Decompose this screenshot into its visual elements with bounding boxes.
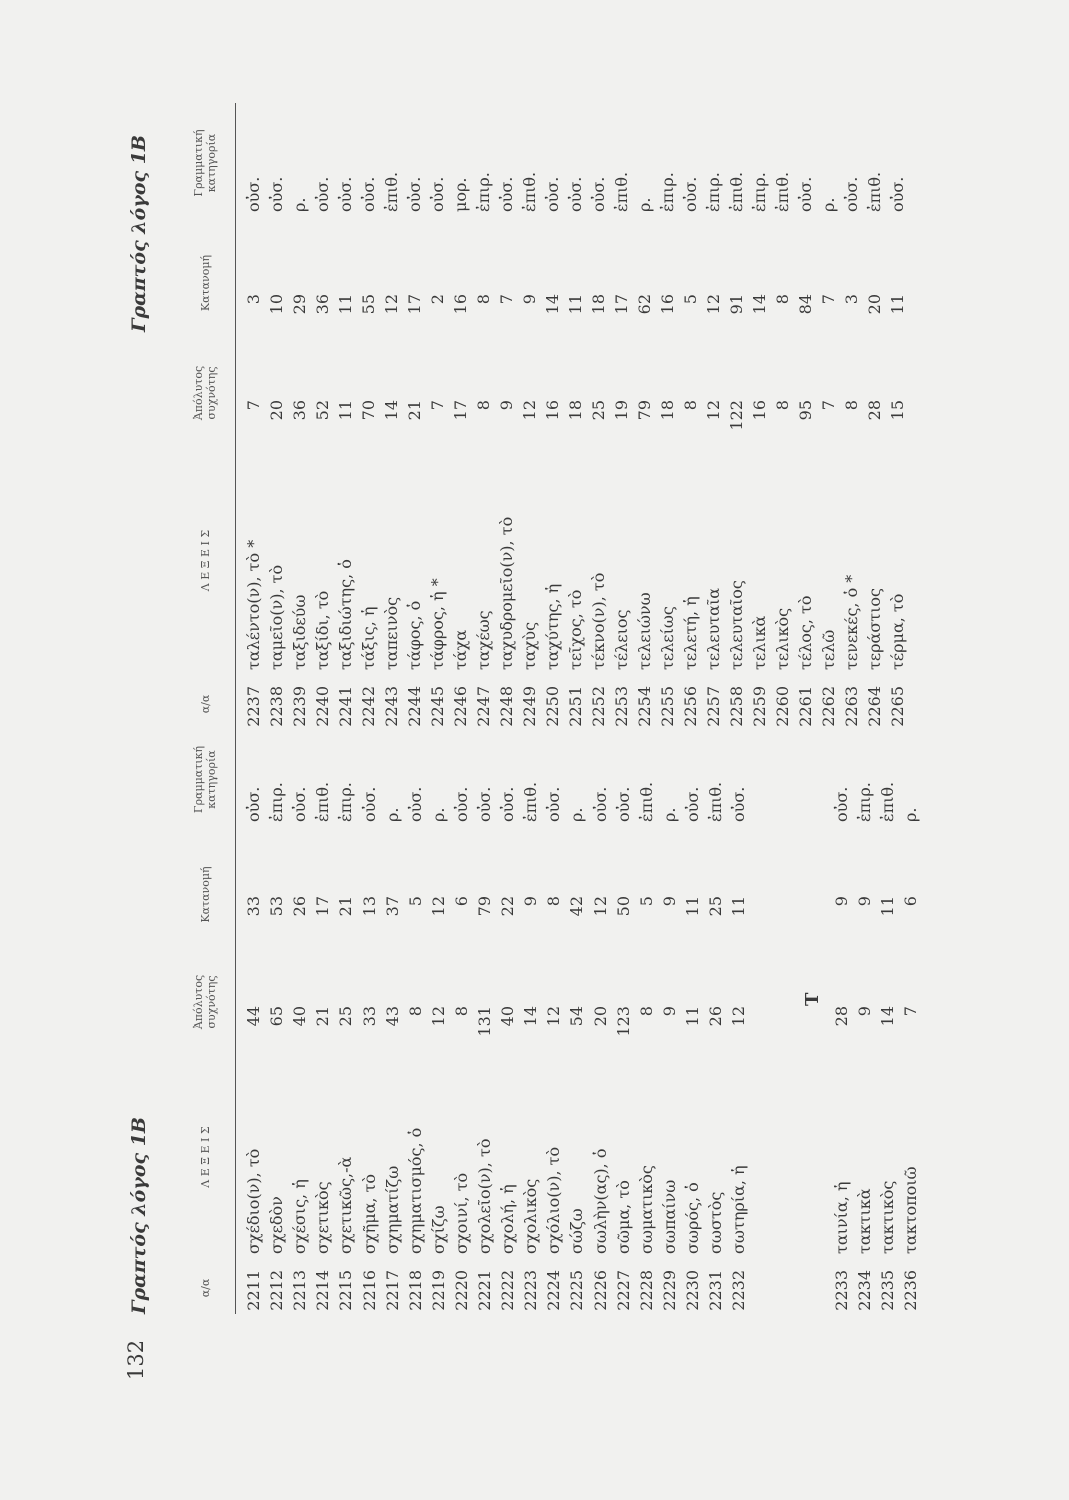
entry-number: 2239 <box>290 686 309 727</box>
entry-word: τάφος, ὁ <box>405 600 424 670</box>
entry-frequency: 9 <box>497 400 516 411</box>
entry-distribution: 17 <box>612 294 631 315</box>
entry-distribution: 22 <box>498 896 518 917</box>
entry-number: 2223 <box>521 1270 541 1311</box>
entry-number: 2260 <box>773 686 792 727</box>
entry-category: οὐσ. <box>313 176 332 212</box>
entry-distribution: 8 <box>773 294 792 305</box>
entry-distribution: 84 <box>796 294 815 315</box>
entry-word: σχοινί, τὸ <box>451 1172 471 1254</box>
entry-number: 2253 <box>612 686 631 727</box>
entry-category: οὐσ. <box>475 786 494 822</box>
entry-distribution: 21 <box>336 896 356 917</box>
entry-word: ταξιδιώτης, ὁ <box>336 559 355 670</box>
entry-category: ἐπιθ. <box>727 171 746 212</box>
entry-word: σωπαίνω <box>659 1179 679 1254</box>
header-aa: α/α <box>198 1278 212 1298</box>
entry-word: ταχύτης, ἡ <box>543 583 562 670</box>
entry-distribution: 50 <box>613 896 633 917</box>
entry-frequency: 7 <box>428 400 447 411</box>
entry-word: σχέσις, ἡ <box>290 1179 310 1254</box>
entry-frequency: 12 <box>544 1006 564 1027</box>
entry-category: οὐσ. <box>336 176 355 212</box>
entry-word: σχολικὸς <box>521 1178 541 1254</box>
entry-word: σχεδὸν <box>267 1196 287 1254</box>
entry-frequency: 95 <box>796 400 815 421</box>
entry-category: ρ. <box>428 807 448 822</box>
entry-frequency: 25 <box>589 400 608 421</box>
entry-number: 2241 <box>336 686 355 727</box>
entry-word: τέλειος <box>612 609 631 670</box>
entry-number: 2224 <box>544 1270 564 1311</box>
entry-category: οὐσ. <box>451 786 471 822</box>
entry-number: 2257 <box>704 686 723 727</box>
entry-distribution: 12 <box>590 896 610 917</box>
entry-word: ταχυδρομεῖο(ν), τὸ <box>497 516 516 670</box>
entry-word: ταχὺς <box>520 621 539 670</box>
entry-distribution: 5 <box>681 294 700 305</box>
entry-distribution: 8 <box>474 294 493 305</box>
entry-word: τεῖχος, τὸ <box>566 589 585 670</box>
entry-number: 2250 <box>543 686 562 727</box>
entry-distribution: 3 <box>842 294 861 305</box>
entry-word: τακτικὰ <box>855 1188 875 1254</box>
entry-frequency: 20 <box>267 400 286 421</box>
entry-frequency: 19 <box>612 400 631 421</box>
entry-number: 2235 <box>878 1270 898 1311</box>
entry-frequency: 28 <box>865 400 884 421</box>
entry-distribution: 9 <box>832 896 851 907</box>
entry-frequency: 9 <box>659 1006 679 1017</box>
entry-category: οὐσ. <box>290 786 310 822</box>
entry-category: οὐσ. <box>589 176 608 212</box>
entry-number: 2216 <box>359 1270 379 1311</box>
entry-number: 2254 <box>635 686 654 727</box>
entry-word: σώζω <box>567 1208 587 1254</box>
entry-distribution: 37 <box>382 896 402 917</box>
entry-number: 2225 <box>567 1270 587 1311</box>
entry-category: οὐσ. <box>832 786 851 822</box>
entry-category: ρ. <box>567 807 587 822</box>
entry-category: οὐσ. <box>543 176 562 212</box>
entry-category: οὐσ. <box>888 176 907 212</box>
entry-frequency: 7 <box>819 400 838 411</box>
entry-word: τάξις, ἡ <box>359 606 378 670</box>
entry-frequency: 11 <box>682 1006 702 1027</box>
entry-word: σχετικὸς <box>313 1181 333 1254</box>
header-frequency: Ἀπόλυτος συχνότης <box>192 974 218 1030</box>
entry-word: τελείως <box>658 606 677 670</box>
entry-distribution: 7 <box>497 294 516 305</box>
entry-category: ἐπιρ. <box>855 782 875 822</box>
entry-frequency: 21 <box>313 1006 333 1027</box>
entry-distribution: 17 <box>405 294 424 315</box>
entry-word: σχηματίζω <box>382 1165 402 1254</box>
entry-word: τάχα <box>451 629 470 670</box>
entry-category: ρ. <box>901 807 921 822</box>
entry-number: 2258 <box>727 686 746 727</box>
entry-number: 2214 <box>313 1270 333 1311</box>
entry-category: οὐσ. <box>498 786 518 822</box>
header-aa: α/α <box>198 694 212 714</box>
entry-number: 2212 <box>267 1270 287 1311</box>
entry-number: 2238 <box>267 686 286 727</box>
entry-distribution: 9 <box>520 294 539 305</box>
entry-frequency: 8 <box>842 400 861 411</box>
entry-frequency: 12 <box>428 1006 448 1027</box>
entry-frequency: 8 <box>636 1006 656 1017</box>
entry-distribution: 11 <box>336 294 355 315</box>
entry-frequency: 14 <box>521 1006 541 1027</box>
page-number: 132 <box>124 1339 148 1380</box>
entry-category: ἐπιρ. <box>704 172 723 212</box>
entry-frequency: 20 <box>590 1006 610 1027</box>
entry-distribution: 14 <box>750 294 769 315</box>
entry-distribution: 42 <box>567 896 587 917</box>
entry-word: σχολή, ἡ <box>498 1184 518 1254</box>
entry-distribution: 13 <box>359 896 379 917</box>
entry-frequency: 131 <box>475 1006 494 1037</box>
entry-word: σχηματισμός, ὁ <box>405 1127 425 1254</box>
entry-number: 2247 <box>474 686 493 727</box>
entry-frequency: 8 <box>474 400 493 411</box>
entry-category: οὐσ. <box>566 176 585 212</box>
entry-frequency: 40 <box>290 1006 310 1027</box>
entry-category: οὐσ. <box>244 786 263 822</box>
entry-frequency: 8 <box>451 1006 471 1017</box>
entry-category: οὐσ. <box>544 786 564 822</box>
entry-frequency: 26 <box>706 1006 725 1027</box>
entry-distribution: 7 <box>819 294 838 305</box>
header-frequency: Ἀπόλυτος συχνότης <box>192 365 218 421</box>
entry-distribution: 79 <box>475 896 494 917</box>
entry-distribution: 5 <box>636 896 656 907</box>
entry-number: 2255 <box>658 686 677 727</box>
entry-frequency: 79 <box>635 400 654 421</box>
entry-number: 2246 <box>451 686 470 727</box>
entry-distribution: 9 <box>855 896 875 907</box>
entry-frequency: 122 <box>727 400 746 431</box>
entry-category: ἐπιθ. <box>313 781 333 822</box>
entry-word: τελῶ <box>819 629 838 670</box>
entry-number: 2259 <box>750 686 769 727</box>
entry-distribution: 29 <box>290 294 309 315</box>
entry-distribution: 11 <box>888 294 907 315</box>
entry-frequency: 14 <box>382 400 401 421</box>
entry-number: 2217 <box>382 1270 402 1311</box>
entry-category: ἐπιρ. <box>474 172 493 212</box>
entry-number: 2244 <box>405 686 424 727</box>
entry-number: 2213 <box>290 1270 310 1311</box>
entry-frequency: 8 <box>405 1006 425 1017</box>
entry-category: ἐπιθ. <box>521 781 541 822</box>
entry-frequency: 11 <box>336 400 355 421</box>
entry-frequency: 65 <box>267 1006 287 1027</box>
entry-number: 2219 <box>428 1270 448 1311</box>
entry-distribution: 20 <box>865 294 884 315</box>
entry-distribution: 53 <box>267 896 287 917</box>
entry-category: ἐπιθ. <box>382 171 401 212</box>
entry-category: ἐπιθ. <box>865 171 884 212</box>
entry-category: οὐσ. <box>681 176 700 212</box>
entry-number: 2230 <box>682 1270 702 1311</box>
entry-number: 2228 <box>636 1270 656 1311</box>
entry-frequency: 25 <box>336 1006 356 1027</box>
entry-number: 2222 <box>498 1270 518 1311</box>
entry-category: ἐπιθ. <box>878 781 898 822</box>
entry-word: σχίζω <box>428 1205 448 1254</box>
entry-distribution: 16 <box>451 294 470 315</box>
entry-number: 2261 <box>796 686 815 727</box>
header-distribution: Κατανομή <box>198 866 212 923</box>
entry-frequency: 16 <box>543 400 562 421</box>
entry-frequency: 15 <box>888 400 907 421</box>
entry-word: τελευταῖος <box>727 580 746 670</box>
entry-category: ἐπιθ. <box>636 781 656 822</box>
entry-frequency: 12 <box>704 400 723 421</box>
entry-frequency: 40 <box>498 1006 518 1027</box>
entry-word: σχετικῶς,-ὰ <box>336 1156 356 1254</box>
entry-distribution: 33 <box>244 896 263 917</box>
entry-number: 2218 <box>405 1270 425 1311</box>
entry-category: οὐσ. <box>405 176 424 212</box>
entry-frequency: 54 <box>567 1006 587 1027</box>
entry-frequency: 17 <box>451 400 470 421</box>
entry-word: τελικὰ <box>750 615 769 670</box>
entry-category: ἐπιθ. <box>612 171 631 212</box>
entry-category: οὐσ. <box>359 786 379 822</box>
entry-number: 2215 <box>336 1270 356 1311</box>
entry-word: σωματικὸς <box>636 1165 656 1254</box>
entry-category: ρ. <box>382 807 402 822</box>
entry-word: τακτοποιῶ <box>901 1166 921 1254</box>
header-distribution: Κατανομή <box>198 254 212 312</box>
header-rule <box>235 722 236 1314</box>
entry-category: οὐσ. <box>497 176 516 212</box>
entry-word: τέκνο(ν), τὸ <box>589 572 608 670</box>
entry-word: ταμεῖο(ν), τὸ <box>267 564 286 670</box>
entry-distribution: 2 <box>428 294 447 305</box>
entry-distribution: 11 <box>566 294 585 315</box>
entry-frequency: 70 <box>359 400 378 421</box>
entry-number: 2252 <box>589 686 608 727</box>
entry-number: 2226 <box>590 1270 610 1311</box>
entry-distribution: 5 <box>405 896 425 907</box>
entry-number: 2248 <box>497 686 516 727</box>
entry-frequency: 7 <box>901 1006 921 1017</box>
entry-category: οὐσ. <box>359 176 378 212</box>
entry-distribution: 11 <box>729 896 749 917</box>
entry-category: οὐσ. <box>796 176 815 212</box>
entry-number: 2232 <box>729 1270 749 1311</box>
entry-number: 2265 <box>888 686 907 727</box>
entry-frequency: 33 <box>359 1006 379 1027</box>
entry-word: τενεκές, ὁ * <box>842 574 861 670</box>
entry-word: ταξίδι, τὸ <box>313 590 332 670</box>
entry-word: τακτικὸς <box>878 1180 898 1254</box>
entry-frequency: 12 <box>729 1006 749 1027</box>
entry-word: σωρός, ὁ <box>682 1182 702 1254</box>
entry-distribution: 12 <box>382 294 401 315</box>
entry-word: ταχέως <box>474 610 493 670</box>
entry-category: οὐσ. <box>682 786 702 822</box>
entry-category: ἐπιρ. <box>750 172 769 212</box>
entry-distribution: 25 <box>706 896 725 917</box>
entry-category: ρ. <box>290 197 309 212</box>
entry-category: ἐπιρ. <box>658 172 677 212</box>
entry-distribution: 17 <box>313 896 333 917</box>
entry-category: ἐπιρ. <box>267 782 287 822</box>
entry-word: σχολεῖο(ν), τὸ <box>475 1138 494 1254</box>
entry-frequency: 21 <box>405 400 424 421</box>
running-head-right: Γραπτός λόγος 1Β <box>128 135 150 332</box>
entry-distribution: 6 <box>901 896 921 907</box>
entry-word: τελικὸς <box>773 607 792 670</box>
entry-number: 2236 <box>901 1270 921 1311</box>
entry-category: ἐπιθ. <box>706 781 725 822</box>
entry-word: ταλέντο(ν), τὸ * <box>244 539 263 670</box>
header-category: Γραμματική κατηγορία <box>192 745 218 814</box>
entry-category: οὐσ. <box>244 176 263 212</box>
entry-category: οὐσ. <box>428 176 447 212</box>
entry-number: 2234 <box>855 1270 875 1311</box>
entry-distribution: 9 <box>521 896 541 907</box>
entry-category: οὐσ. <box>842 176 861 212</box>
entry-frequency: 36 <box>290 400 309 421</box>
entry-frequency: 18 <box>566 400 585 421</box>
entry-word: τέρμα, τὸ <box>888 593 907 670</box>
entry-frequency: 9 <box>855 1006 875 1017</box>
entry-distribution: 12 <box>428 896 448 917</box>
entry-frequency: 8 <box>681 400 700 411</box>
entry-word: σῶμα, τὸ <box>613 1180 633 1254</box>
entry-number: 2263 <box>842 686 861 727</box>
entry-number: 2245 <box>428 686 447 727</box>
entry-number: 2240 <box>313 686 332 727</box>
entry-category: μορ. <box>451 177 470 212</box>
entry-frequency: 43 <box>382 1006 402 1027</box>
entry-number: 2262 <box>819 686 838 727</box>
entry-number: 2264 <box>865 686 884 727</box>
entry-word: τελευταῖα <box>704 587 723 670</box>
header-rule <box>235 103 236 730</box>
entry-category: οὐσ. <box>267 176 286 212</box>
entry-category: ἐπιθ. <box>773 171 792 212</box>
entry-word: ταινία, ἡ <box>832 1181 851 1254</box>
entry-distribution: 10 <box>267 294 286 315</box>
entry-category: οὐσ. <box>590 786 610 822</box>
entry-frequency: 18 <box>658 400 677 421</box>
entry-word: σωστὸς <box>706 1191 725 1254</box>
entry-distribution: 11 <box>682 896 702 917</box>
entry-category: ρ. <box>659 807 679 822</box>
entry-distribution: 12 <box>704 294 723 315</box>
section-letter: Τ <box>802 992 823 1006</box>
running-head-left: Γραπτός λόγος 1Β <box>128 1117 150 1314</box>
entry-word: σωλὴν(ας), ὁ <box>590 1148 610 1254</box>
entry-word: τελετή, ἡ <box>681 596 700 670</box>
entry-category: οὐσ. <box>729 786 749 822</box>
entry-word: σχόλιο(ν), τὸ <box>544 1146 564 1254</box>
entry-word: τεράστιος <box>865 588 884 670</box>
entry-frequency: 16 <box>750 400 769 421</box>
entry-distribution: 9 <box>659 896 679 907</box>
entry-frequency: 52 <box>313 400 332 421</box>
entry-number: 2249 <box>520 686 539 727</box>
entry-category: οὐσ. <box>613 786 633 822</box>
entry-number: 2220 <box>451 1270 471 1311</box>
entry-word: σχῆμα, τὸ <box>359 1173 379 1254</box>
entry-number: 2251 <box>566 686 585 727</box>
entry-number: 2229 <box>659 1270 679 1311</box>
entry-distribution: 11 <box>878 896 898 917</box>
entry-frequency: 123 <box>613 1006 633 1037</box>
entry-frequency: 14 <box>878 1006 898 1027</box>
entry-word: τελειώνω <box>635 592 654 670</box>
entry-word: τάφρος, ἡ * <box>428 578 447 670</box>
entry-frequency: 12 <box>520 400 539 421</box>
entry-distribution: 14 <box>543 294 562 315</box>
entry-distribution: 3 <box>244 294 263 305</box>
entry-distribution: 55 <box>359 294 378 315</box>
entry-number: 2243 <box>382 686 401 727</box>
entry-word: τέλος, τὸ <box>796 595 815 670</box>
entry-number: 2237 <box>244 686 263 727</box>
entry-number: 2221 <box>475 1270 494 1311</box>
entry-number: 2242 <box>359 686 378 727</box>
entry-distribution: 16 <box>658 294 677 315</box>
entry-distribution: 91 <box>727 294 746 315</box>
entry-word: ταξιδεύω <box>290 594 309 670</box>
header-category: Γραμματική κατηγορία <box>192 129 218 197</box>
entry-number: 2227 <box>613 1270 633 1311</box>
entry-category: ἐπιθ. <box>520 171 539 212</box>
header-words: Λ Ε Ξ Ε Ι Σ <box>198 529 212 592</box>
entry-frequency: 28 <box>832 1006 851 1027</box>
entry-distribution: 62 <box>635 294 654 315</box>
entry-category: ρ. <box>819 197 838 212</box>
header-words: Λ Ε Ξ Ε Ι Σ <box>198 1126 212 1188</box>
entry-word: σχέδιο(ν), τὸ <box>244 1148 263 1254</box>
entry-number: 2233 <box>832 1270 851 1311</box>
entry-number: 2256 <box>681 686 700 727</box>
entry-frequency: 44 <box>244 1006 263 1027</box>
entry-number: 2231 <box>706 1270 725 1311</box>
entry-category: οὐσ. <box>405 786 425 822</box>
entry-category: ἐπιρ. <box>336 782 356 822</box>
entry-distribution: 18 <box>589 294 608 315</box>
entry-frequency: 7 <box>244 400 263 411</box>
entry-distribution: 36 <box>313 294 332 315</box>
entry-distribution: 8 <box>544 896 564 907</box>
entry-distribution: 6 <box>451 896 471 907</box>
entry-word: ταπεινὸς <box>382 596 401 670</box>
entry-frequency: 8 <box>773 400 792 411</box>
entry-word: σωτηρία, ἡ <box>729 1165 749 1254</box>
entry-category: ρ. <box>635 197 654 212</box>
entry-distribution: 26 <box>290 896 310 917</box>
entry-number: 2211 <box>244 1270 263 1311</box>
